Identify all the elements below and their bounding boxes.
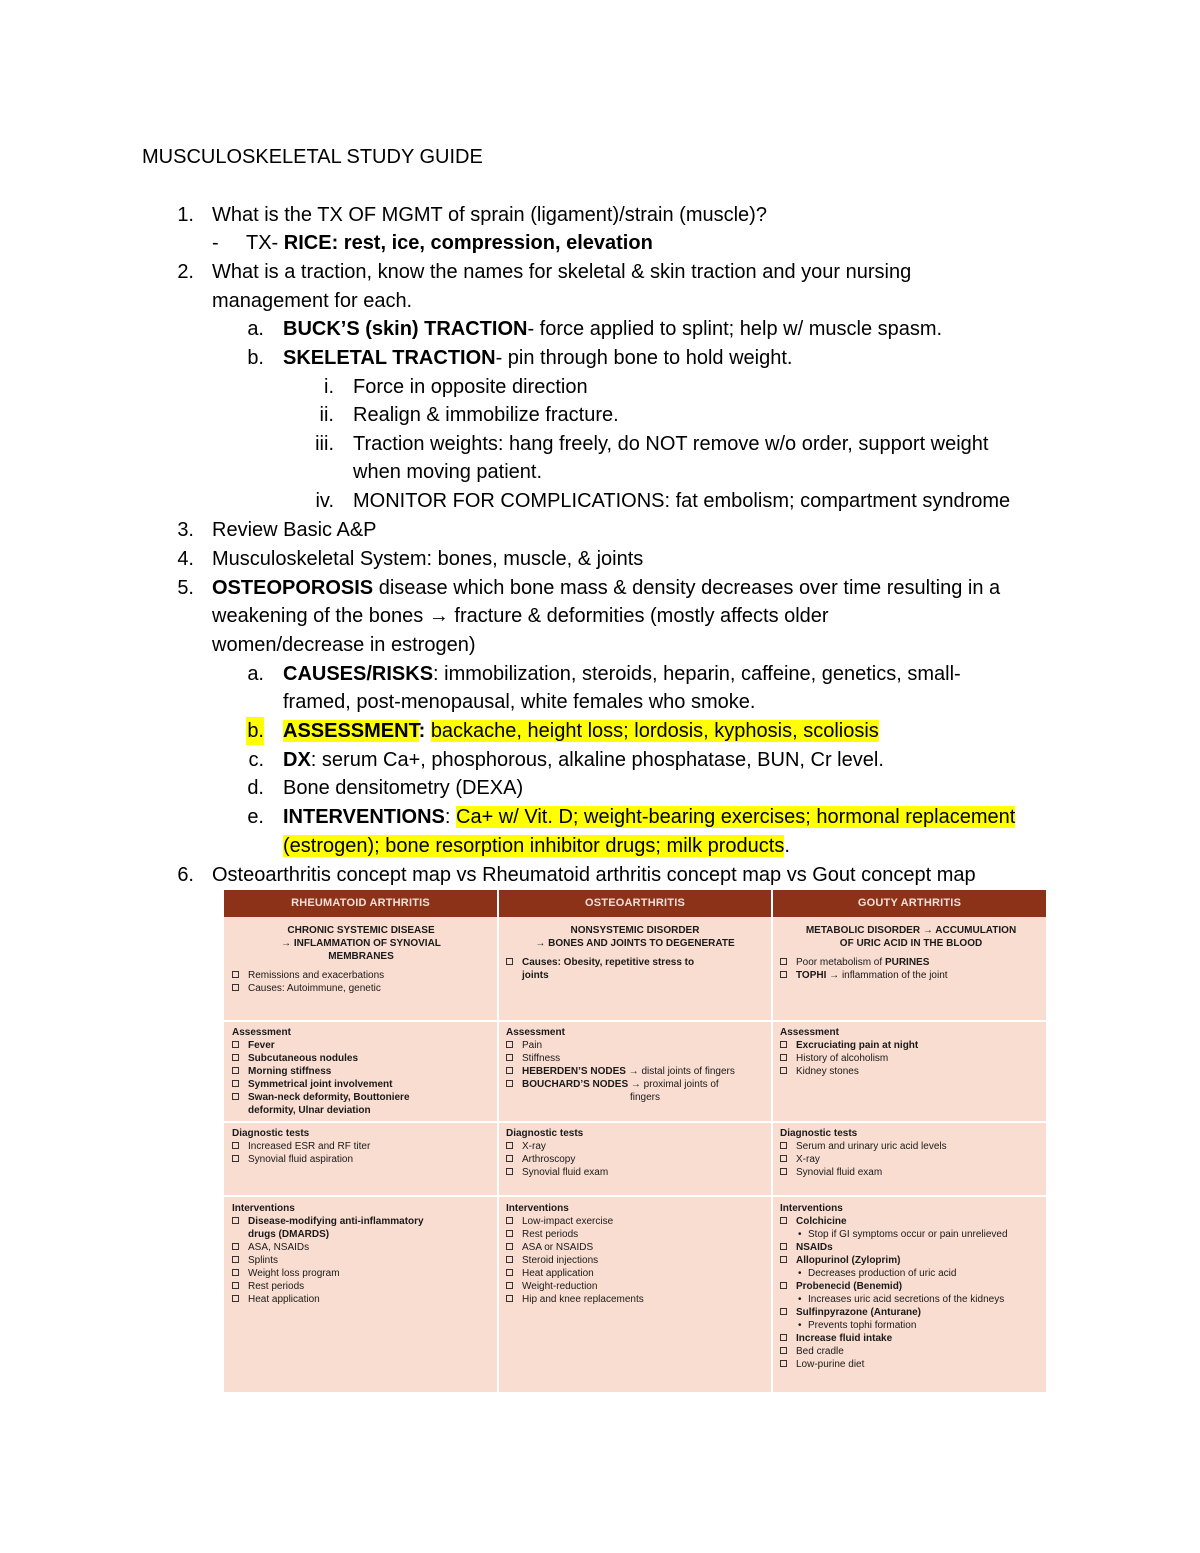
checkbox-bullet-icon xyxy=(780,1347,787,1354)
list-item xyxy=(780,1215,1042,1228)
checkbox-bullet-icon xyxy=(232,1041,239,1048)
assessment-colon: : xyxy=(418,720,431,742)
list-item-text: Swan-neck deformity, Bouttoniere xyxy=(248,1092,410,1103)
bouchard-desc: → proximal joints of xyxy=(628,1079,719,1090)
osteoporosis-label: OSTEOPOROSIS xyxy=(212,577,374,599)
list-item-text: Kidney stones xyxy=(796,1066,859,1077)
list-item xyxy=(506,1267,764,1280)
checkbox-bullet-icon xyxy=(780,971,787,978)
list-item-text: Excruciating pain at night xyxy=(796,1040,919,1051)
list-item-text: Increase fluid intake xyxy=(796,1333,893,1344)
list-item xyxy=(506,1065,768,1078)
item-2-number: 2. xyxy=(177,261,194,283)
item-3-text: Review Basic A&P xyxy=(212,519,377,541)
list-item-text: Heat application xyxy=(522,1268,594,1279)
checkbox-bullet-icon xyxy=(506,1295,513,1302)
checkbox-bullet-icon xyxy=(232,1243,239,1250)
assessment-desc: backache, height loss; lordosis, kyphosis, scoliosis xyxy=(430,720,879,742)
item-5e-text-line1 xyxy=(283,803,1015,831)
checkbox-bullet-icon xyxy=(780,1041,787,1048)
list-item xyxy=(232,1293,490,1306)
list-item-text: Stiffness xyxy=(522,1053,561,1064)
list-item-text: X-ray xyxy=(796,1154,820,1165)
oa-causes-line2: joints xyxy=(522,970,549,981)
list-item xyxy=(232,1241,490,1254)
checkbox-bullet-icon xyxy=(232,1093,239,1100)
list-item xyxy=(506,956,764,982)
tophi-desc: → inflammation of the joint xyxy=(826,970,948,981)
checkbox-bullet-icon xyxy=(232,1080,239,1087)
item-1-text: What is the TX OF MGMT of sprain (ligament)/strain (muscle)? xyxy=(212,204,767,226)
list-item xyxy=(232,1065,490,1078)
gout-overview-cell xyxy=(780,924,1042,982)
oa-diagnostic-cell xyxy=(506,1127,764,1179)
list-item-text: Disease-modifying anti-inflammatory xyxy=(248,1216,424,1227)
checkbox-bullet-icon xyxy=(780,1256,787,1263)
item-2a-marker: a. xyxy=(247,318,264,340)
checkbox-bullet-icon xyxy=(506,1282,513,1289)
checkbox-bullet-icon xyxy=(506,958,513,965)
checkbox-bullet-icon xyxy=(780,1243,787,1250)
item-5d-marker: d. xyxy=(247,777,264,799)
item-6-text: Osteoarthritis concept map vs Rheumatoid arthritis concept map vs Gout concept map xyxy=(212,864,976,886)
list-item xyxy=(232,1280,490,1293)
checkbox-bullet-icon xyxy=(780,1308,787,1315)
dx-desc: : serum Ca+, phosphorous, alkaline phosphatase, BUN, Cr level. xyxy=(310,749,884,771)
list-item-text: Hip and knee replacements xyxy=(522,1294,644,1305)
list-item-text: Synovial fluid aspiration xyxy=(248,1154,354,1165)
list-item xyxy=(780,1166,1042,1179)
ra-title xyxy=(232,924,490,963)
bullet-dot-icon: • xyxy=(798,1268,802,1279)
item-5-text-line2: weakening of the bones → fracture & deformities (mostly affects older xyxy=(212,605,829,627)
item-1-dash: - xyxy=(212,232,219,254)
list-item xyxy=(780,969,1042,982)
checkbox-bullet-icon xyxy=(232,1295,239,1302)
ra-diagnostic-cell xyxy=(232,1127,490,1166)
item-2b-ii-marker: ii. xyxy=(319,404,334,426)
list-item xyxy=(232,1267,490,1280)
checkbox-bullet-icon xyxy=(506,1054,513,1061)
item-2b-ii-text: Realign & immobilize fracture. xyxy=(353,404,619,426)
item-4-number: 4. xyxy=(177,548,194,570)
interventions-desc-line1: Ca+ w/ Vit. D; weight-bearing exercises; hormonal replacement xyxy=(456,806,1016,828)
item-2a-text xyxy=(283,315,942,343)
list-item xyxy=(232,1254,490,1267)
list-item-text: ASA or NSAIDS xyxy=(522,1242,594,1253)
checkbox-bullet-icon xyxy=(506,1155,513,1162)
row-divider xyxy=(224,1020,1046,1022)
interventions-colon: : xyxy=(444,806,456,828)
gout-interventions-cell xyxy=(780,1202,1042,1371)
list-item xyxy=(232,1039,490,1052)
section-label: Assessment xyxy=(506,1027,565,1038)
item-2b-iii-marker: iii. xyxy=(315,433,334,455)
item-5a-text-line2: framed, post-menopausal, white females who smoke. xyxy=(283,691,756,713)
list-item xyxy=(506,1153,764,1166)
list-item-text: ASA, NSAIDs xyxy=(248,1242,310,1253)
item-2b-iv-marker: iv. xyxy=(315,490,334,512)
gout-assessment-cell xyxy=(780,1026,1042,1078)
section-label: Interventions xyxy=(506,1203,569,1214)
section-label: Assessment xyxy=(780,1027,839,1038)
section-label: Diagnostic tests xyxy=(232,1128,310,1139)
header-osteoarthritis: OSTEOARTHRITIS xyxy=(585,897,685,909)
item-1-answer-bold: RICE: rest, ice, compression, elevation xyxy=(283,232,653,254)
checkbox-bullet-icon xyxy=(232,1217,239,1224)
tophi-label: TOPHI xyxy=(796,970,827,981)
list-item xyxy=(506,1052,768,1065)
list-item-text: Causes: Autoimmune, genetic xyxy=(248,983,381,994)
list-item xyxy=(780,1039,1042,1052)
sub-item-text: Stop if GI symptoms occur or pain unrelieved xyxy=(808,1229,1008,1240)
assessment-label: ASSESSMENT xyxy=(283,720,419,742)
list-item-text: Rest periods xyxy=(248,1281,305,1292)
checkbox-bullet-icon xyxy=(506,1142,513,1149)
checkbox-bullet-icon xyxy=(232,971,239,978)
skeletal-traction-label: SKELETAL TRACTION xyxy=(283,347,496,369)
list-item xyxy=(780,1306,1042,1319)
gout-title xyxy=(780,924,1042,950)
checkbox-bullet-icon xyxy=(232,1067,239,1074)
ra-title-line1: CHRONIC SYSTEMIC DISEASE xyxy=(287,925,435,936)
section-label: Diagnostic tests xyxy=(780,1128,858,1139)
checkbox-bullet-icon xyxy=(506,1269,513,1276)
item-5b-marker: b. xyxy=(246,717,264,745)
dx-label: DX xyxy=(283,749,311,771)
checkbox-bullet-icon xyxy=(506,1067,513,1074)
item-1-answer-prefix: TX- xyxy=(246,232,284,254)
list-item xyxy=(780,1332,1042,1345)
sub-item xyxy=(780,1267,1042,1280)
list-item-text: Subcutaneous nodules xyxy=(248,1053,359,1064)
checkbox-bullet-icon xyxy=(232,1142,239,1149)
page-title: MUSCULOSKELETAL STUDY GUIDE xyxy=(142,146,483,168)
item-6-number: 6. xyxy=(177,864,194,886)
table-header-row xyxy=(224,890,1046,917)
list-item-text: History of alcoholism xyxy=(796,1053,889,1064)
list-item-text: Arthroscopy xyxy=(522,1154,576,1165)
column-divider xyxy=(497,890,499,1392)
oa-causes-line1: Causes: Obesity, repetitive stress to xyxy=(522,957,695,968)
list-item-text: Serum and urinary uric acid levels xyxy=(796,1141,947,1152)
column-divider xyxy=(771,890,773,1392)
causes-risks-label: CAUSES/RISKS xyxy=(283,663,434,685)
list-item-text: Steroid injections xyxy=(522,1255,599,1266)
ra-overview-cell xyxy=(232,924,490,995)
item-5c-marker: c. xyxy=(248,749,264,771)
list-item xyxy=(232,1078,490,1091)
bouchard-label: BOUCHARD’S NODES xyxy=(522,1079,629,1090)
section-label: Interventions xyxy=(232,1203,295,1214)
checkbox-bullet-icon xyxy=(232,1155,239,1162)
arthritis-concept-table xyxy=(224,890,1046,1392)
list-item xyxy=(232,1153,490,1166)
gout-title-line2: OF URIC ACID IN THE BLOOD xyxy=(839,938,983,949)
purines-label: PURINES xyxy=(884,957,930,968)
checkbox-bullet-icon xyxy=(506,1041,513,1048)
ra-interventions-cell xyxy=(232,1202,490,1306)
item-5-text-line3: women/decrease in estrogen) xyxy=(212,634,476,656)
list-item-text: Pain xyxy=(522,1040,543,1051)
row-divider xyxy=(224,1195,1046,1197)
checkbox-bullet-icon xyxy=(780,1282,787,1289)
list-item-text: drugs (DMARDS) xyxy=(248,1229,330,1240)
list-item xyxy=(232,1140,490,1153)
list-item xyxy=(506,1241,764,1254)
checkbox-bullet-icon xyxy=(780,1142,787,1149)
purines-prefix: Poor metabolism of xyxy=(796,957,885,968)
list-item xyxy=(780,1241,1042,1254)
list-item-text: Allopurinol (Zyloprim) xyxy=(796,1255,901,1266)
list-item-text: deformity, Ulnar deviation xyxy=(248,1105,371,1116)
oa-assessment-cell xyxy=(506,1026,768,1104)
bouchard-desc-line2: fingers xyxy=(629,1092,660,1103)
causes-risks-desc: : immobilization, steroids, heparin, caffeine, genetics, small- xyxy=(433,663,961,685)
list-item-text: Synovial fluid exam xyxy=(796,1167,883,1178)
checkbox-bullet-icon xyxy=(232,1282,239,1289)
list-item xyxy=(780,1254,1042,1267)
ra-title-line3: MEMBRANES xyxy=(328,951,394,962)
interventions-label: INTERVENTIONS xyxy=(283,806,445,828)
header-rheumatoid: RHEUMATOID ARTHRITIS xyxy=(291,897,430,909)
list-item xyxy=(780,1065,1042,1078)
list-item-text: Bed cradle xyxy=(796,1346,844,1357)
list-item-text: NSAIDs xyxy=(796,1242,833,1253)
bullet-dot-icon: • xyxy=(798,1294,802,1305)
gout-diagnostic-cell xyxy=(780,1127,1042,1179)
checkbox-bullet-icon xyxy=(506,1230,513,1237)
header-gouty: GOUTY ARTHRITIS xyxy=(857,897,962,909)
item-1-number: 1. xyxy=(177,204,194,226)
list-item-text: Sulfinpyrazone (Anturane) xyxy=(796,1307,922,1318)
item-2-text-line2: management for each. xyxy=(212,290,413,312)
item-2-text-line1: What is a traction, know the names for skeletal & skin traction and your nursing xyxy=(212,261,912,283)
item-5a-text-line1 xyxy=(283,660,961,688)
heberden-desc: → distal joints of fingers xyxy=(625,1066,735,1077)
list-item xyxy=(506,1166,764,1179)
list-item-text: Fever xyxy=(248,1040,275,1051)
bucks-traction-label: BUCK’S (skin) TRACTION xyxy=(283,318,528,340)
section-label: Diagnostic tests xyxy=(506,1128,584,1139)
list-item-text: Weight-reduction xyxy=(522,1281,598,1292)
list-item xyxy=(506,1280,764,1293)
item-5d-text: Bone densitometry (DEXA) xyxy=(283,777,524,799)
list-item-text: X-ray xyxy=(522,1141,546,1152)
sub-item xyxy=(780,1228,1042,1241)
list-item xyxy=(232,1215,490,1241)
sub-item-text: Increases uric acid secretions of the kidneys xyxy=(808,1294,1005,1305)
item-2b-iv-text: MONITOR FOR COMPLICATIONS: fat embolism; compartment syndrome xyxy=(353,490,1011,512)
list-item xyxy=(506,1039,768,1052)
checkbox-bullet-icon xyxy=(232,1256,239,1263)
interventions-end: . xyxy=(784,835,790,857)
list-item xyxy=(506,1293,764,1306)
list-item xyxy=(780,1358,1042,1371)
list-item xyxy=(232,1091,490,1117)
checkbox-bullet-icon xyxy=(780,958,787,965)
checkbox-bullet-icon xyxy=(780,1334,787,1341)
list-item xyxy=(780,1052,1042,1065)
list-item xyxy=(506,1215,764,1228)
oa-title xyxy=(506,924,764,950)
row-divider xyxy=(224,1121,1046,1123)
item-5e-marker: e. xyxy=(247,806,264,828)
checkbox-bullet-icon xyxy=(506,1080,513,1087)
item-5-number: 5. xyxy=(177,577,194,599)
item-2b-text xyxy=(283,344,792,372)
oa-overview-cell xyxy=(506,924,764,982)
list-item-text: Synovial fluid exam xyxy=(522,1167,609,1178)
checkbox-bullet-icon xyxy=(780,1054,787,1061)
checkbox-bullet-icon xyxy=(780,1067,787,1074)
item-5c-text xyxy=(283,746,884,774)
item-2b-iii-text-line1: Traction weights: hang freely, do NOT remove w/o order, support weight xyxy=(353,433,989,455)
checkbox-bullet-icon xyxy=(780,1168,787,1175)
checkbox-bullet-icon xyxy=(506,1256,513,1263)
ra-assessment-cell xyxy=(232,1026,490,1117)
list-item xyxy=(506,1078,768,1104)
sub-item xyxy=(780,1319,1042,1332)
checkbox-bullet-icon xyxy=(232,1269,239,1276)
osteoporosis-desc: disease which bone mass & density decreases over time resulting in a xyxy=(373,577,1001,599)
list-item-text: Remissions and exacerbations xyxy=(248,970,385,981)
list-item-text: Rest periods xyxy=(522,1229,579,1240)
list-item-text: Heat application xyxy=(248,1294,320,1305)
item-3-number: 3. xyxy=(177,519,194,541)
sub-item xyxy=(780,1293,1042,1306)
list-item xyxy=(232,969,490,982)
list-item-text: Splints xyxy=(248,1255,279,1266)
bullet-dot-icon: • xyxy=(798,1229,802,1240)
list-item xyxy=(232,982,490,995)
checkbox-bullet-icon xyxy=(506,1243,513,1250)
item-5e-text-line2 xyxy=(283,832,790,860)
section-label: Assessment xyxy=(232,1027,291,1038)
oa-interventions-cell xyxy=(506,1202,764,1306)
gout-title-line1: METABOLIC DISORDER → ACCUMULATION xyxy=(805,925,1017,936)
skeletal-traction-desc: - pin through bone to hold weight. xyxy=(495,347,793,369)
list-item-text: Symmetrical joint involvement xyxy=(248,1079,393,1090)
list-item xyxy=(780,1345,1042,1358)
list-item xyxy=(780,1140,1042,1153)
list-item xyxy=(506,1140,764,1153)
list-item xyxy=(780,1153,1042,1166)
checkbox-bullet-icon xyxy=(232,1054,239,1061)
list-item xyxy=(506,1228,764,1241)
list-item-text: Weight loss program xyxy=(248,1268,340,1279)
list-item xyxy=(506,1254,764,1267)
list-item xyxy=(780,956,1042,969)
item-4-text: Musculoskeletal System: bones, muscle, & joints xyxy=(212,548,644,570)
item-2b-iii-text-line2: when moving patient. xyxy=(353,461,543,483)
sub-item-text: Decreases production of uric acid xyxy=(808,1268,957,1279)
item-1-answer xyxy=(246,229,653,257)
list-item xyxy=(232,1052,490,1065)
oa-title-line1: NONSYSTEMIC DISORDER xyxy=(570,925,700,936)
item-5a-marker: a. xyxy=(247,663,264,685)
list-item-text: Increased ESR and RF titer xyxy=(248,1141,371,1152)
bullet-dot-icon: • xyxy=(798,1320,802,1331)
list-item-text: Colchicine xyxy=(796,1216,847,1227)
checkbox-bullet-icon xyxy=(780,1155,787,1162)
item-2b-i-marker: i. xyxy=(324,376,334,398)
item-2b-marker: b. xyxy=(247,347,264,369)
item-5b-text xyxy=(283,717,879,745)
checkbox-bullet-icon xyxy=(232,984,239,991)
heberden-label: HEBERDEN’S NODES xyxy=(522,1066,626,1077)
checkbox-bullet-icon xyxy=(506,1217,513,1224)
checkbox-bullet-icon xyxy=(780,1217,787,1224)
bucks-traction-desc: - force applied to splint; help w/ muscle spasm. xyxy=(527,318,943,340)
item-5-text-line1 xyxy=(212,574,1000,602)
list-item xyxy=(780,1280,1042,1293)
list-item-text: Low-impact exercise xyxy=(522,1216,614,1227)
list-item-text: Probenecid (Benemid) xyxy=(796,1281,903,1292)
list-item-text: Low-purine diet xyxy=(796,1359,865,1370)
interventions-desc-line2: (estrogen); bone resorption inhibitor drugs; milk products xyxy=(283,835,785,857)
sub-item-text: Prevents tophi formation xyxy=(808,1320,917,1331)
section-label: Interventions xyxy=(780,1203,843,1214)
oa-title-line2: → BONES AND JOINTS TO DEGENERATE xyxy=(535,938,735,949)
ra-title-line2: → INFLAMMATION OF SYNOVIAL xyxy=(281,938,441,949)
checkbox-bullet-icon xyxy=(506,1168,513,1175)
checkbox-bullet-icon xyxy=(780,1360,787,1367)
item-2b-i-text: Force in opposite direction xyxy=(353,376,588,398)
list-item-text: Morning stiffness xyxy=(248,1066,332,1077)
